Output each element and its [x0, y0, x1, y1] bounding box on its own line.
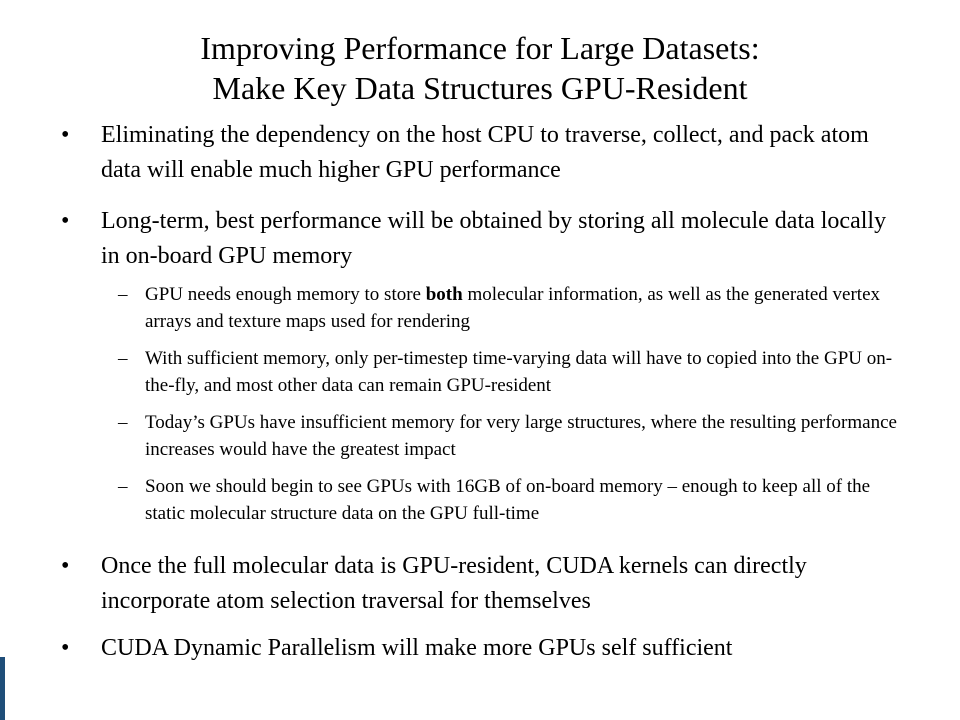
- slide-title: [0, 28, 960, 108]
- sub-bullet-marker: –: [118, 412, 128, 433]
- sub-bullet-item-4: [118, 473, 918, 527]
- sub-bullet-text-3: Today’s GPUs have insufficient memory for very large structures, where the resulting performance increases would have the greatest impact: [145, 412, 897, 460]
- sub-bullet-item-1: [118, 281, 918, 335]
- sub-bullet-text-2: With sufficient memory, only per-timestep time-varying data will have to copied into the GPU on-the-fly, and most other data can remain GPU-resident: [145, 348, 893, 396]
- bullet-marker: •: [61, 122, 70, 148]
- bullet-item-2: [61, 204, 941, 274]
- sub-bullet-text-1-emphasis: both: [425, 284, 463, 305]
- left-edge-accent-bar: [0, 657, 5, 720]
- bullet-text-2: Long-term, best performance will be obtained by storing all molecule data locally in on-board GPU memory: [101, 208, 887, 269]
- sub-bullet-text-1-post: molecular information, as well as the generated vertex arrays and texture maps used for rendering: [145, 284, 881, 332]
- bullet-marker: •: [61, 553, 70, 579]
- bullet-marker: •: [61, 208, 70, 234]
- bullet-item-4: [61, 631, 941, 666]
- sub-bullet-item-3: [118, 409, 918, 463]
- sub-bullet-marker: –: [118, 348, 128, 369]
- sub-bullet-text-1: [145, 281, 905, 335]
- bullet-marker: •: [61, 635, 70, 661]
- bullet-text-4: CUDA Dynamic Parallelism will make more GPUs self sufficient: [101, 635, 733, 661]
- bullet-item-1: [61, 118, 941, 188]
- bullet-text-1: Eliminating the dependency on the host CPU to traverse, collect, and pack atom data will enable much higher GPU performance: [101, 122, 869, 183]
- bullet-item-3: [61, 549, 941, 619]
- sub-bullet-marker: –: [118, 284, 128, 305]
- bullet-text-3: Once the full molecular data is GPU-resident, CUDA kernels can directly incorporate atom selection traversal for themselves: [101, 553, 807, 614]
- slide-title-line-1: Improving Performance for Large Datasets:: [200, 30, 760, 66]
- sub-bullet-item-2: [118, 345, 918, 399]
- slide-title-line-2: Make Key Data Structures GPU-Resident: [212, 70, 748, 106]
- sub-bullet-text-1-pre: GPU needs enough memory to store: [145, 284, 426, 305]
- sub-bullet-text-4: Soon we should begin to see GPUs with 16GB of on-board memory – enough to keep all of the static molecular structure data on the GPU full-time: [145, 476, 871, 524]
- sub-bullet-marker: –: [118, 476, 128, 497]
